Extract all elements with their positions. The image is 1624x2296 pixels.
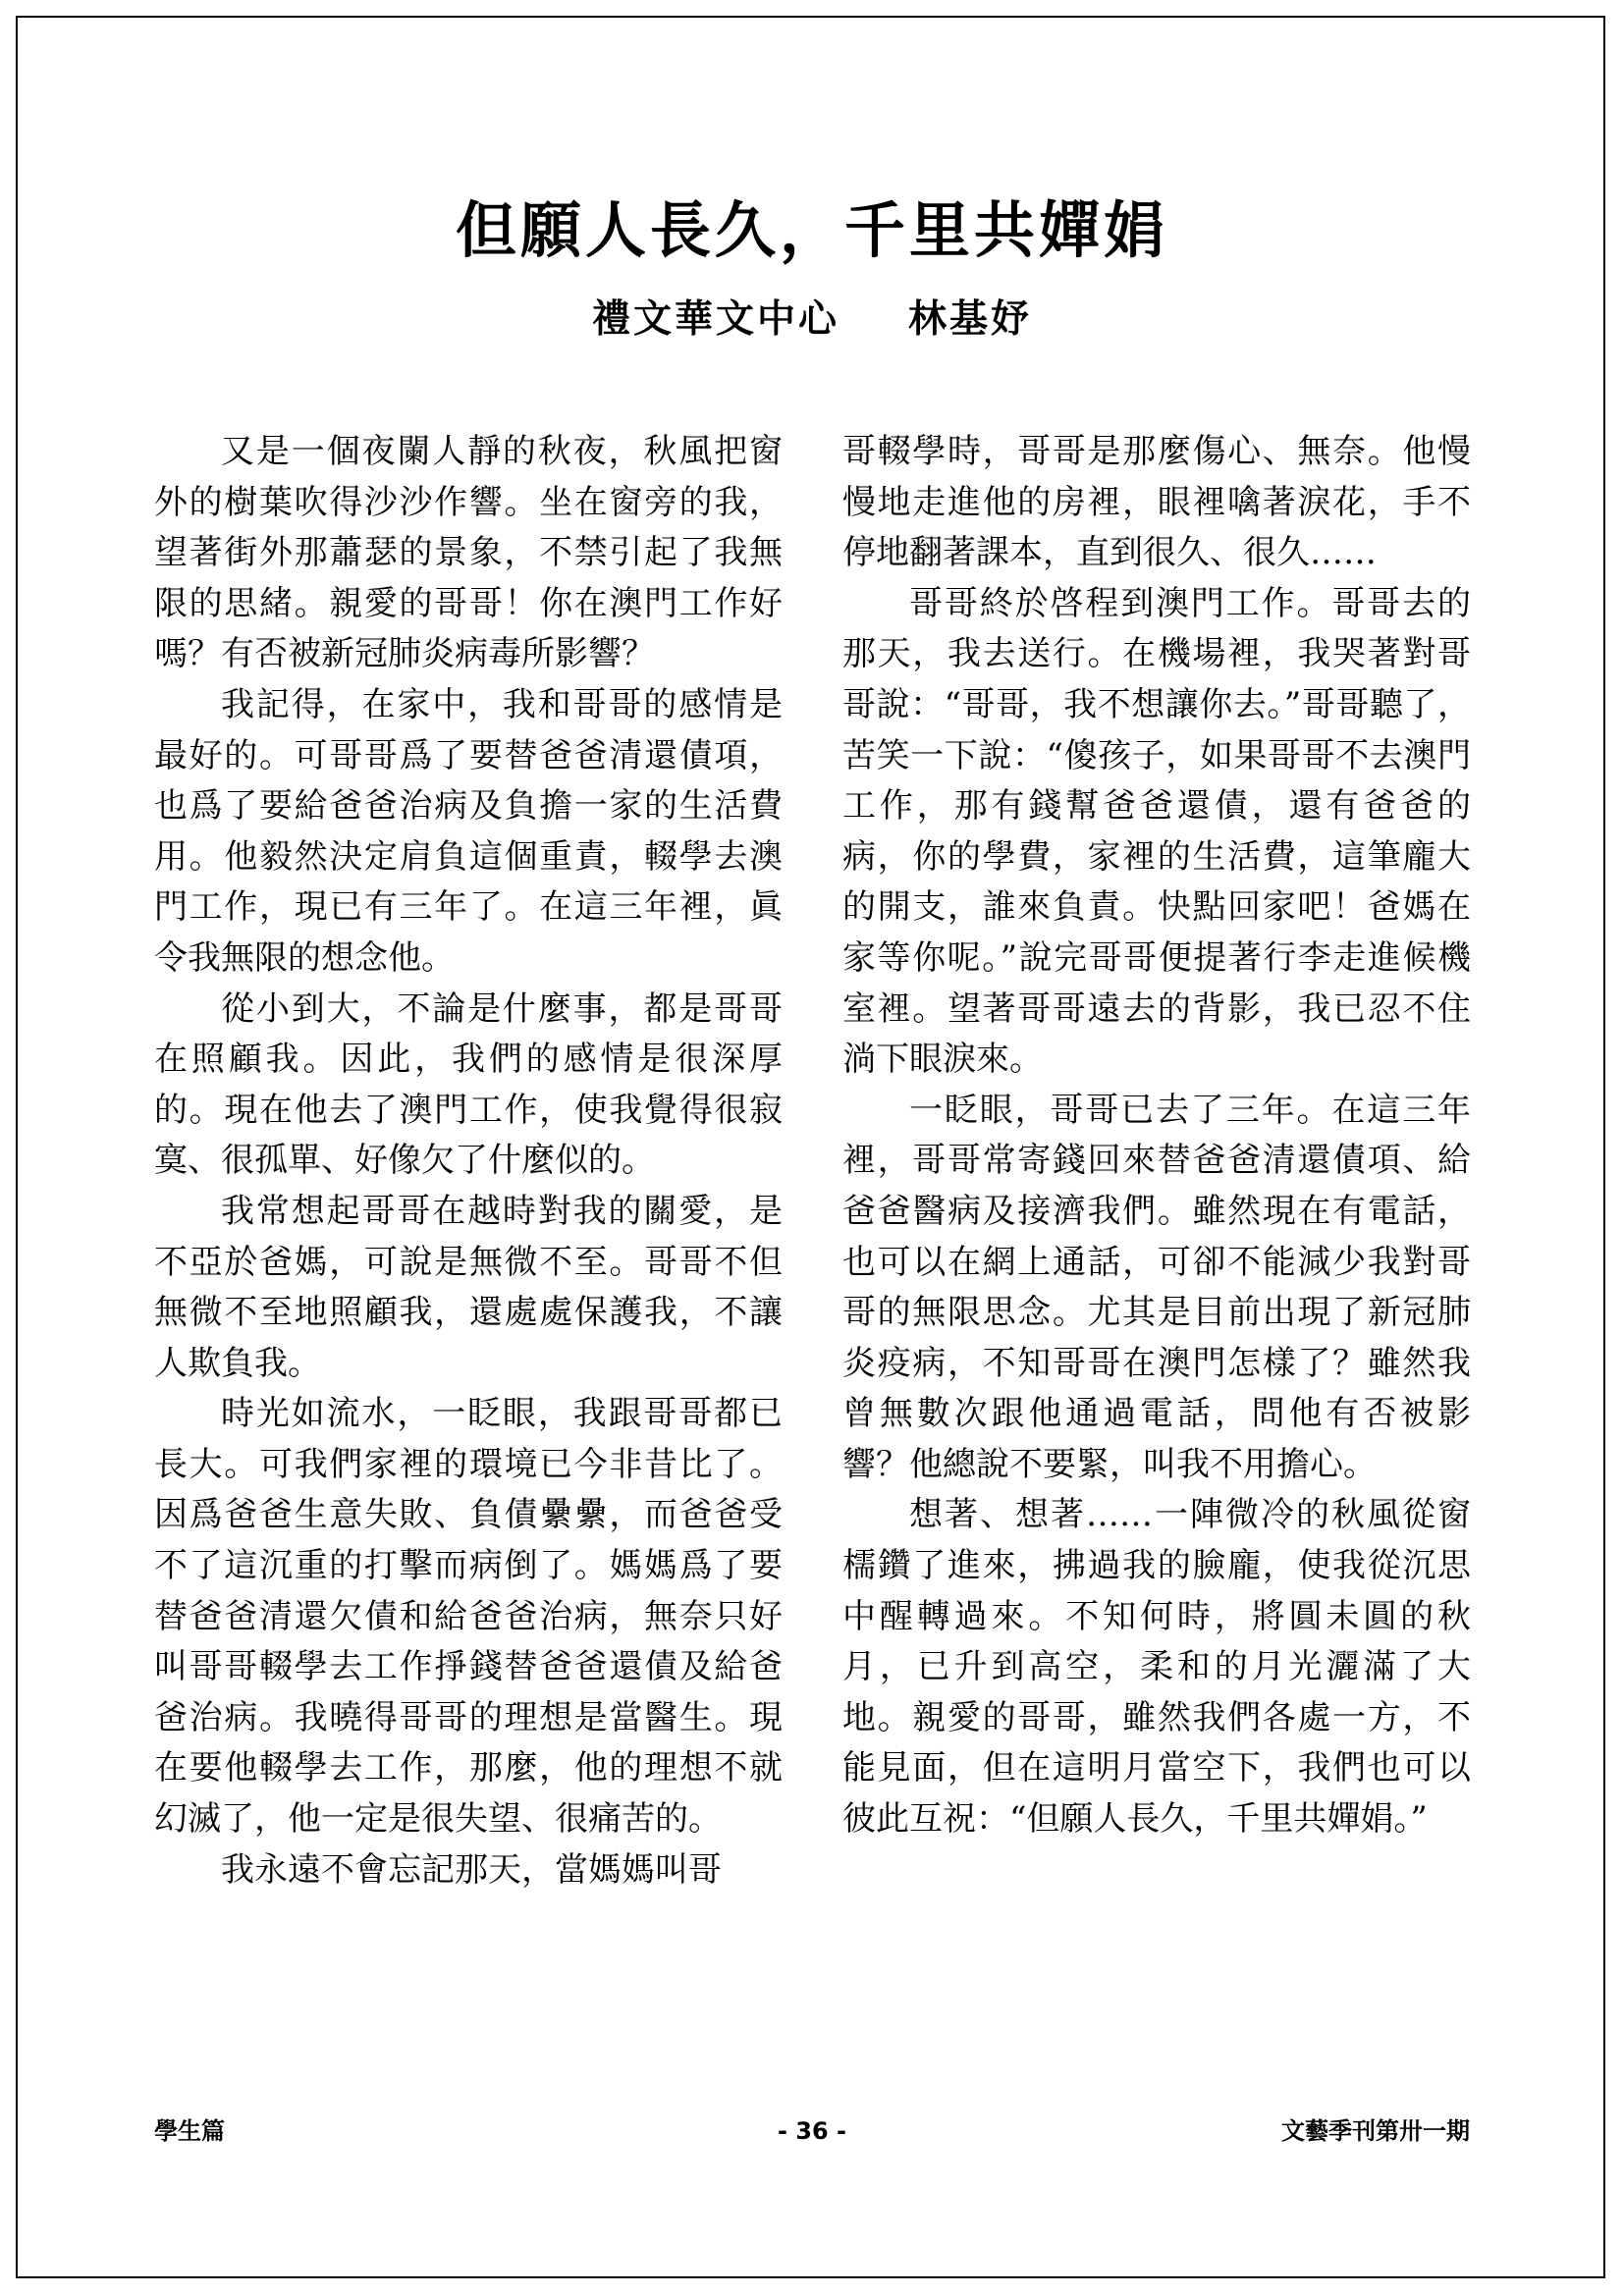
left-column — [154, 427, 783, 1896]
author-organization: 禮文華文中心 — [591, 296, 839, 342]
paragraph-continuation: 哥輟學時，哥哥是那麼傷心、無奈。他慢慢地走進他的房裡，眼裡噙著淚花，手不停地翻著課本，直到很久、很久…… — [842, 432, 1471, 573]
paragraph: 我記得，在家中，我和哥哥的感情是最好的。可哥哥爲了要替爸爸清還債項，也爲了要給爸爸治病及負擔一家的生活費用。他毅然決定肩負這個重責，輟學去澳門工作，現已有三年了。在這三年裡，眞令我無限的想念他。 — [154, 684, 783, 978]
paragraph: 我常想起哥哥在越時對我的關愛，是不亞於爸媽，可說是無微不至。哥哥不但無微不至地照顧我，還處處保護我，不讓人欺負我。 — [154, 1191, 783, 1383]
paragraph: 我永遠不會忘記那天，當媽媽叫哥 — [221, 1849, 722, 1890]
paragraph: 從小到大，不論是什麼事，都是哥哥在照顧我。因此，我們的感情是很深厚的。現在他去了澳門工作，使我覺得很寂寞、很孤單、好像欠了什麼似的。 — [154, 988, 783, 1181]
paragraph: 又是一個夜闌人靜的秋夜，秋風把窗外的樹葉吹得沙沙作響。坐在窗旁的我，望著街外那蕭瑟的景象，不禁引起了我無限的思緒。親愛的哥哥！你在澳門工作好嗎？有否被新冠肺炎病毒所影響？ — [154, 432, 783, 674]
footer-publication: 文藝季刊第卅一期 — [1281, 2117, 1470, 2145]
paragraph: 時光如流水，一眨眼，我跟哥哥都已長大。可我們家裡的環境已今非昔比了。因爲爸爸生意失敗、負債纍纍，而爸爸受不了這沉重的打擊而病倒了。媽媽爲了要替爸爸清還欠債和給爸爸治病，無奈只好叫哥哥輟學去工作掙錢替爸爸還債及給爸爸治病。我曉得哥哥的理想是當醫生。現在要他輟學去工作，那麼，他的理想不就幻滅了，他一定是很失望、很痛苦的。 — [154, 1394, 783, 1840]
right-column — [842, 427, 1471, 1845]
byline — [0, 292, 1624, 347]
paragraph: 哥哥終於啓程到澳門工作。哥哥去的那天，我去送行。在機場裡，我哭著對哥哥說：“哥哥，我不想讓你去。”哥哥聽了，苦笑一下說：“傻孩子，如果哥哥不去澳門工作，那有錢幫爸爸還債，還有爸爸的病，你的學費，家裡的生活費，這筆龐大的開支，誰來負責。快點回家吧！爸媽在家等你呢。”說完哥哥便提著行李走進候機室裡。望著哥哥遠去的背影，我已忍不住淌下眼淚來。 — [842, 583, 1471, 1080]
article-title: 但願人長久，千里共嬋娟 — [455, 194, 1168, 266]
paragraph: 一眨眼，哥哥已去了三年。在這三年裡，哥哥常寄錢回來替爸爸清還債項、給爸爸醫病及接濟我們。雖然現在有電話，也可以在網上通話，可卻不能減少我對哥哥的無限思念。尤其是目前出現了新冠肺炎疫病，不知哥哥在澳門怎樣了？雖然我曾無數次跟他通過電話，問他有否被影響？他總說不要緊，叫我不用擔心。 — [842, 1090, 1471, 1484]
footer-page-number: - 36 - — [777, 2117, 847, 2145]
footer-section: 學生篇 — [154, 2117, 225, 2145]
paragraph: 想著、想著……一陣微冷的秋風從窗檽鑽了進來，拂過我的臉龐，使我從沉思中醒轉過來。不知何時，將圓未圓的秋月，已升到高空，柔和的月光灑滿了大地。親愛的哥哥，雖然我們各處一方，不能見面，但在這明月當空下，我們也可以彼此互祝：“但願人長久，千里共嬋娟。” — [842, 1495, 1471, 1840]
author-name: 林基妤 — [908, 296, 1033, 342]
